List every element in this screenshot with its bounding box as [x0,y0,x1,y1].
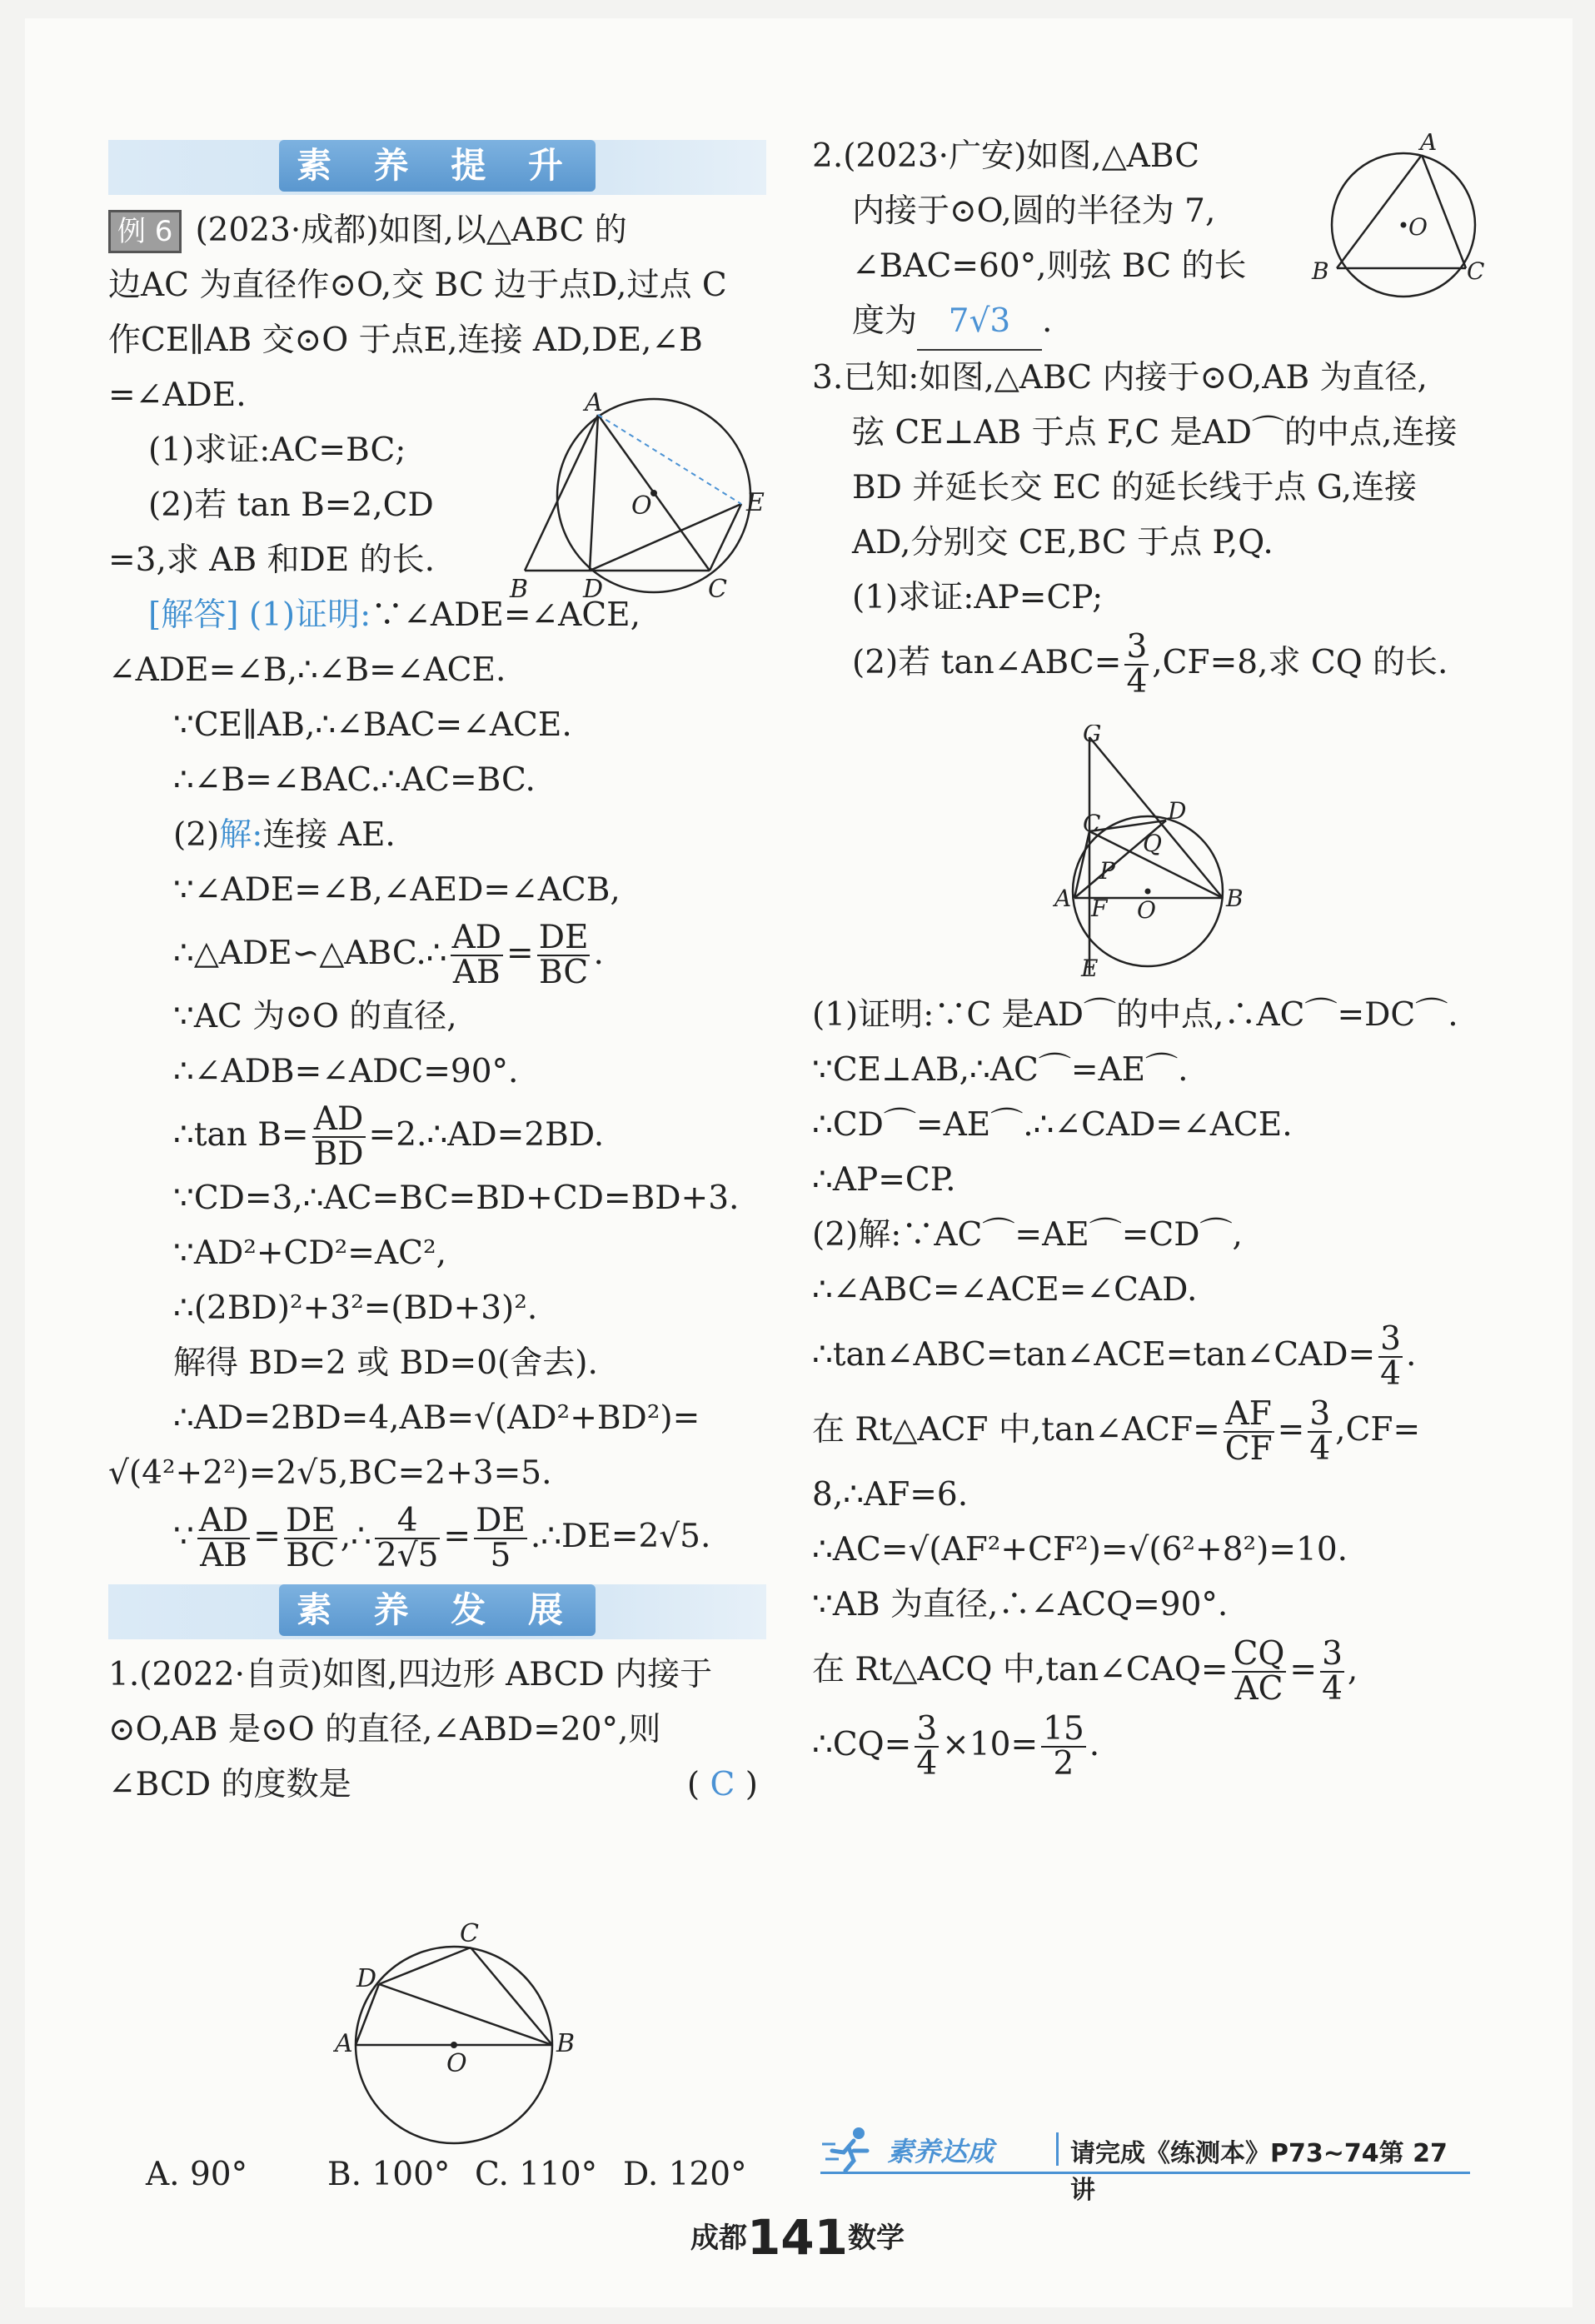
option-b: B. 100° [327,2156,451,2193]
problem-3-text: AD,分别交 CE,BC 于点 P,Q. [852,524,1274,561]
problem-2-line [812,294,1487,351]
option-d: D. 120° [623,2156,747,2193]
denominator: 4 [1309,1430,1331,1468]
section-title: 素 养 提 升 [279,140,596,192]
label-B: B [510,575,529,604]
solution-text: (2) [173,816,220,854]
solution-text: ∴AC=√(AF²+CF²)=√(6²+8²)=10. [812,1531,1348,1568]
problem-2-text: . [1042,302,1053,340]
solution-text: ∵CE⊥AB,∴AC⌒=AE⌒. [812,1051,1189,1089]
numerator: 3 [1126,628,1148,666]
solution-text: =2.∴AD=2BD. [368,1116,605,1154]
left-column [108,133,766,1813]
numerator: AD [198,1502,249,1539]
solution-line: 在 Rt△ACF 中,tan∠ACF= $\frac{AF}{CF}$ = $\frac{3}{4}$ ,CF= [812,1395,1421,1468]
label-C: C [1467,257,1485,285]
label-D: D [583,575,604,604]
solution-text: (1)证明:∵C 是AD⌒的中点,∴AC⌒=DC⌒. [812,996,1458,1034]
numerator: AF [1224,1398,1274,1433]
denominator: 4 [1126,663,1148,701]
fraction [1224,1395,1274,1468]
label-D: D [1168,797,1187,825]
label-G: G [1083,725,1102,747]
numerator: 3 [1322,1635,1343,1673]
question-1: (1)求证:AP=CP; [852,579,1104,616]
answer-choice: C [710,1766,735,1803]
solution-text: ∵AC 为⊙O 的直径, [173,998,457,1035]
label-Q: Q [1143,830,1162,857]
question-2: =3,求 AB 和DE 的长. [108,541,436,579]
numerator: AD [312,1103,366,1138]
problem-2-text: ∠BAC=60°,则弦 BC 的长 [852,247,1247,285]
solve-label: 解: [219,816,263,854]
solution-text: ∴CD⌒=AE⌒.∴∠CAD=∠ACE. [812,1106,1293,1144]
footer-city: 成都 [690,2222,747,2255]
badge-underline [820,2172,1470,2174]
numerator: DE [285,1502,336,1539]
numerator: AD [451,919,502,956]
fraction [1232,1635,1287,1708]
denominator: 4 [1380,1355,1401,1393]
solution-line: ∴△ADE∽△ABC.∴ $\frac{AD}{AB}$ = $\frac{DE}{BC}$ . [173,919,604,991]
solution-text: ∴tan∠ABC=tan∠ACE=tan∠CAD= [812,1336,1376,1374]
numerator: DE [476,1502,526,1539]
proof-label: (1)证明: [248,596,371,634]
label-D: D [356,1964,377,1993]
question-text: (2)若 tan∠ABC= [852,644,1122,681]
solution-text: ∠ADE=∠B,∴∠B=∠ACE. [108,651,506,689]
denominator: BC [286,1537,336,1574]
problem-1-text: ⊙O,AB 是⊙O 的直径,∠ABD=20°,则 [108,1711,661,1748]
solution-text: 连接 AE. [262,816,396,854]
section-band-develop [108,1584,766,1639]
solution-line: ∴tan∠ABC=tan∠ACE=tan∠CAD= $\frac{3}{4}$ . [812,1320,1417,1393]
problem-2-text: 2.(2023·广安)如图,△ABC [812,137,1200,175]
question-2: (2)若 tan B=2,CD [148,486,434,524]
numerator: CQ [1233,1635,1285,1673]
solution-text: ∴∠B=∠BAC.∴AC=BC. [173,761,536,799]
fraction [1378,1320,1403,1393]
runner-icon [820,2126,879,2172]
numerator: 3 [1380,1320,1401,1358]
solution-text: .∴DE=2√5. [530,1518,711,1555]
solution-line [108,808,766,863]
numerator: 3 [1309,1395,1331,1433]
solution-text: ∵CD=3,∴AC=BC=BD+CD=BD+3. [173,1179,740,1217]
label-B: B [1312,257,1329,285]
solution-text: ∵CE∥AB,∴∠BAC=∠ACE. [173,706,572,744]
numerator: 4 [375,1504,440,1539]
label-O: O [631,491,652,521]
label-A: A [585,388,603,417]
label-E: E [746,488,765,517]
figure-example6 [500,387,775,604]
label-O: O [1137,896,1156,924]
label-A: A [1420,133,1438,156]
denominator: AB [452,954,501,991]
fraction [1041,1710,1086,1783]
label-A: A [335,2029,353,2058]
problem-2-text: 内接于⊙O,圆的半径为 7, [852,192,1216,230]
solution-text: 8,∴AF=6. [812,1476,969,1514]
figure-problem1 [333,1920,600,2153]
question-text: ,CF=8,求 CQ 的长. [1152,644,1448,681]
question-2 [812,626,1487,701]
paren: ( [686,1766,700,1803]
denominator: 4 [1322,1670,1343,1708]
numerator: DE [538,919,589,956]
label-O: O [1408,213,1428,241]
solution-text: 在 Rt△ACQ 中,tan∠CAQ= [812,1651,1229,1688]
solution-text: 解得 BD=2 或 BD=0(舍去). [173,1344,598,1382]
denominator: 2 [1053,1745,1074,1783]
example-line [108,203,766,258]
denominator: 4 [916,1745,938,1783]
solution-line: ∴CQ= $\frac{3}{4}$ ×10= $\frac{15}{2}$ . [812,1710,1100,1783]
solution-text: (2)解:∵AC⌒=AE⌒=CD⌒, [812,1216,1243,1254]
numerator: 3 [916,1710,938,1748]
label-E: E [1081,955,1099,982]
fraction [312,1100,366,1173]
numerator: 15 [1043,1710,1084,1748]
answer-paren [687,1758,758,1813]
option-a: A. 90° [146,2156,248,2193]
fraction [537,921,591,990]
solution-text: 在 Rt△ACF 中,tan∠ACF= [812,1411,1220,1449]
badge-text: 请完成《练测本》P73~74第 27 讲 [1070,2139,1448,2205]
fraction [197,1504,250,1573]
label-B: B [1226,885,1244,912]
option-c: C. 110° [475,2156,598,2193]
options-row [146,2147,779,2202]
problem-3-text: BD 并延长交 EC 的延长线于点 G,连接 [852,469,1417,506]
label-F: F [1091,895,1108,922]
label-B: B [556,2029,576,2058]
denominator: AB [200,1537,247,1574]
badge-brand: 素养达成 [887,2136,994,2167]
label-A: A [1054,885,1072,912]
solution-text: ∴(2BD)²+3²=(BD+3)². [173,1289,538,1327]
solution-text: ∵AD²+CD²=AC², [173,1234,447,1272]
badge-separator [1056,2132,1059,2166]
label-P: P [1099,857,1115,885]
solution-text: ∴AD=2BD=4,AB=√(AD²+BD²)= [173,1399,700,1437]
section-title: 素 养 发 展 [279,1584,596,1636]
fraction [474,1504,527,1573]
fraction [1308,1395,1332,1468]
fraction [1124,628,1149,701]
answer-blank: 7√3 [917,294,1042,351]
problem-1-text: 1.(2022·自贡)如图,四边形 ABCD 内接于 [108,1656,713,1693]
solution-line [108,1100,766,1171]
example-text: 作CE∥AB 交⊙O 于点E,连接 AD,DE,∠B [108,322,703,359]
solution-text: ∵∠ADE=∠ACE, [371,596,641,634]
solution-text: ∴CQ= [812,1726,912,1763]
label-C: C [460,1920,479,1948]
solution-line: 在 Rt△ACQ 中,tan∠CAQ= $\frac{CQ}{AC}$ = $\frac{3}{4}$ , [812,1635,1358,1708]
page-number: 141 [746,2209,849,2266]
task-badge [820,2126,1470,2205]
denominator: 2√5 [376,1537,439,1574]
solution-text: ∴∠ADB=∠ADC=90°. [173,1053,519,1090]
solution-text: ∵AB 为直径,∴∠ACQ=90°. [812,1586,1229,1623]
label-O: O [446,2049,467,2078]
question-1: (1)求证:AC=BC; [148,431,406,469]
denominator: BD [313,1135,364,1173]
label-C: C [708,575,727,604]
footer-subject: 数学 [848,2222,905,2255]
solution-text: ∴△ADE∽△ABC.∴ [173,935,447,972]
fraction [284,1504,337,1573]
page-footer [0,2209,1595,2266]
solution-text: ∴∠ABC=∠ACE=∠CAD. [812,1271,1198,1309]
example-text: 边AC 为直径作⊙O,交 BC 边于点D,过点 C [108,267,727,304]
solution-line: ∵ $\frac{AD}{AB}$ = $\frac{DE}{BC}$ ,∴ $\frac{4}{2√5}$ = $\frac{DE}{5}$ .∴DE=2√5. [173,1502,711,1574]
section-band-top [108,140,766,195]
fraction [375,1504,440,1573]
problem-3-text: 弦 CE⊥AB 于点 F,C 是AD⌒的中点,连接 [852,414,1458,451]
example-text: =∠ADE. [108,377,247,414]
paren: ) [745,1766,758,1803]
label-C: C [1083,810,1101,837]
problem-3-text: 3.已知:如图,△ABC 内接于⊙O,AB 为直径, [812,359,1428,396]
problem-1-line [108,1758,766,1813]
denominator: CF [1224,1430,1273,1468]
example-tag: 例 6 [108,210,182,253]
problem-2-text: 度为 [852,302,918,340]
denominator: BC [538,954,589,991]
denominator: 5 [490,1537,511,1574]
example-text: (2023·成都)如图,以△ABC 的 [195,212,627,249]
solution-text: ,CF= [1335,1411,1421,1449]
fraction [915,1710,939,1783]
fraction [1320,1635,1344,1708]
solution-text: ∴AP=CP. [812,1161,956,1199]
solution-label: [解答] [148,596,239,634]
figure-problem2 [1303,133,1487,300]
solution-text: ∴tan B= [173,1116,309,1154]
solution-text: √(4²+2²)=2√5,BC=2+3=5. [108,1454,552,1492]
figure-problem3 [1049,725,1266,983]
solution-text: ×10= [942,1726,1039,1763]
denominator: AC [1234,1670,1283,1708]
problem-1-text: ∠BCD 的度数是 [108,1766,351,1803]
fraction [451,921,503,990]
solution-text: ∵∠ADE=∠B,∠AED=∠ACB, [173,871,621,909]
